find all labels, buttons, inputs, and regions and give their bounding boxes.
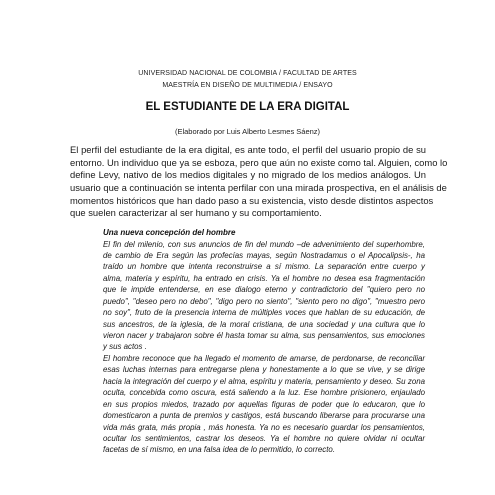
- essay-line: esas luchas internas para entregarse plena y honestamente a lo que se vive, y se dirige: [103, 365, 425, 375]
- intro-line: que suelen caracterizar al ser humano y su comportamiento.: [70, 207, 322, 219]
- essay-line: no soy", fruto de la presencia interna de múltiples voces que hablan de su educación, de: [103, 308, 425, 318]
- essay-section: [103, 227, 425, 456]
- intro-line: momentos históricos que han dado paso a su existencia, visto desde distintos aspectos: [70, 194, 434, 206]
- essay-line: vida más grata, más propia , más honesta. Ya no es necesario guardar los pensamientos,: [103, 422, 425, 432]
- intro-line: El perfil del estudiante de la era digital, es ante todo, el perfil del usuario propio de su: [70, 144, 426, 155]
- author-byline: (Elaborado por Luis Alberto Lesmes Sáenz): [174, 127, 321, 136]
- essay-line: alma, materia y espíritu, ha entrado en crisis. Ya el hombre no desea esa fragmentación: [103, 273, 425, 283]
- essay-line: puedo", "deseo pero no debo", "digo pero no siento", "siento pero no digo", "muestro pero: [103, 296, 425, 306]
- intro-line: entorno. Un individuo que ya se esboza, pero que aún no existe como tal. Alguien, como lo: [70, 156, 448, 168]
- essay-line: ocultar los sentimientos, castrar los deseos. Ya el hombre no quiere olvidar ni ocultar: [103, 433, 425, 443]
- essay-line: El fin del milenio, con sus anuncios de fin del mundo –de advenimiento del superhombre,: [103, 239, 425, 249]
- essay-line: facetas de sí mismo, en una falsa idea de lo permitido, lo correcto.: [103, 445, 336, 455]
- section-subtitle: Una nueva concepción del hombre: [103, 228, 236, 237]
- institution-header: UNIVERSIDAD NACIONAL DE COLOMBIA / FACULTAD DE ARTES: [138, 70, 357, 77]
- essay-line: sus ancestros, de la iglesia, de la moral cristiana, de una sociedad y una cultura que lo: [103, 319, 425, 329]
- essay-line: El hombre reconoce que ha llegado el momento de amarse, de perdonarse, de reconciliar: [103, 353, 425, 363]
- essay-line: y sus actos .: [103, 342, 147, 352]
- program-header: MAESTRÍA EN DISEÑO DE MULTIMEDIA / ENSAYO: [162, 82, 333, 89]
- essay-line: domesticaron a punta de premios y castigos, está buscando liberarse para procurarse una: [103, 411, 425, 421]
- essay-line: de cambio de Era según las profecías mayas, según Nostradamus o el Apocalipsis-, ha: [103, 250, 425, 260]
- intro-line: usuario que a continuación se intenta perfilar con una mirada prospectiva, en el análisis de: [70, 182, 447, 194]
- intro-line: define Levy, nativo de los medios digitales y no migrado de los medios análogos. Un: [70, 169, 426, 181]
- essay-line: traído un hombre que intenta reconstruirse a sí mismo. La separación entre cuerpo y: [103, 262, 425, 272]
- document-title: EL ESTUDIANTE DE LA ERA DIGITAL: [145, 101, 350, 113]
- essay-line: hacia la integración del cuerpo y el alma, espíritu y materia, pensamiento y deseo. Su zona: [103, 376, 425, 386]
- essay-line: oculta, concebida como oscura, está saliendo a la luz. Ese hombre prisionero, enjaulado: [103, 388, 425, 398]
- intro-paragraph: [70, 144, 448, 220]
- essay-line: vieron nacer y trabajaron sobre él hasta tomar su alma, sus pensamientos, sus emociones: [103, 331, 425, 340]
- essay-line: en sus propios miedos, trazado por aquellas figuras de poder que lo educaron, que lo: [103, 399, 425, 409]
- essay-line: que le impide entenderse, en ese dialogo eterno y contradictorio del "quiero pero no: [103, 285, 425, 295]
